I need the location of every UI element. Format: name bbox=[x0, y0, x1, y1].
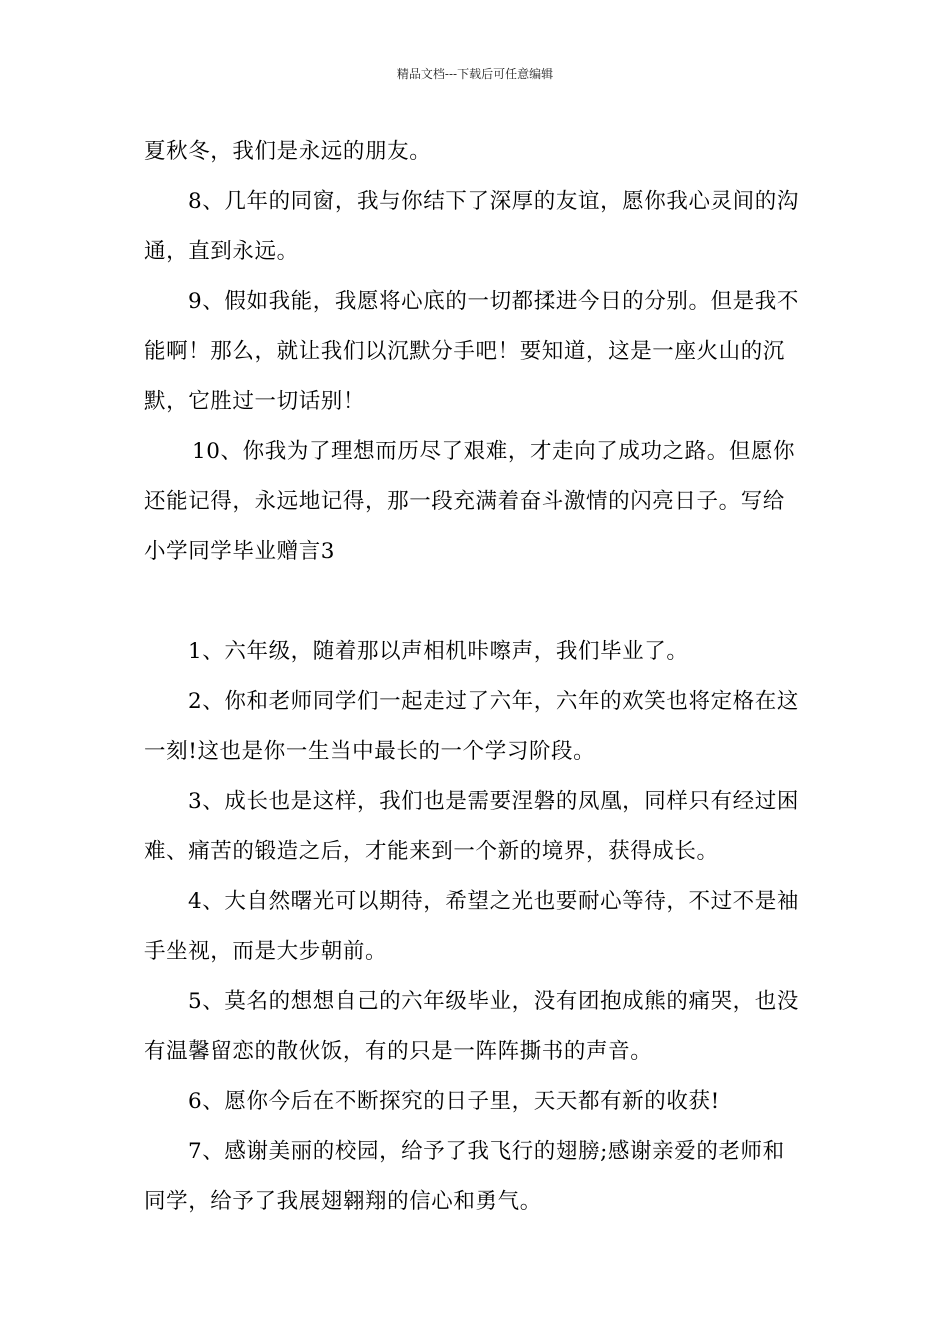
item-4-line-1: 4、大自然曙光可以期待，希望之光也要耐心等待，不过不是袖 bbox=[188, 889, 799, 914]
paragraph-9-line-1: 9、假如我能，我愿将心底的一切都揉进今日的分别。但是我不 bbox=[188, 289, 799, 314]
document-body bbox=[144, 127, 810, 1227]
paragraph-9-line-2: 能啊！那么，就让我们以沉默分手吧！要知道，这是一座火山的沉 bbox=[144, 339, 785, 364]
paragraph-10-line-2: 还能记得，永远地记得，那一段充满着奋斗激情的闪亮日子。写给 bbox=[144, 489, 785, 514]
paragraph-10-line-1: 10、你我为了理想而历尽了艰难，才走向了成功之路。但愿你 bbox=[192, 439, 796, 464]
paragraph-8-line-2: 通，直到永远。 bbox=[144, 239, 299, 264]
page-header: 精品文档---下载后可任意编辑 bbox=[396, 67, 554, 81]
item-7-line-2: 同学，给予了我展翅翱翔的信心和勇气。 bbox=[144, 1189, 542, 1214]
item-5-line-2: 有温馨留恋的散伙饭，有的只是一阵阵撕书的声音。 bbox=[144, 1039, 653, 1064]
item-4-line-2: 手坐视，而是大步朝前。 bbox=[144, 939, 388, 964]
item-3-line-1: 3、成长也是这样，我们也是需要涅磐的凤凰，同样只有经过困 bbox=[188, 789, 799, 814]
item-5-line-1: 5、莫名的想想自己的六年级毕业，没有团抱成熊的痛哭，也没 bbox=[188, 989, 799, 1014]
section-heading: 小学同学毕业赠言3 bbox=[144, 539, 336, 564]
paragraph-9-line-3: 默，它胜过一切话别！ bbox=[144, 389, 366, 414]
blank-line bbox=[144, 577, 810, 627]
item-1-line-1: 1、六年级，随着那以声相机咔嚓声，我们毕业了。 bbox=[188, 639, 689, 664]
item-7-line-1: 7、感谢美丽的校园，给予了我飞行的翅膀;感谢亲爱的老师和 bbox=[188, 1139, 785, 1164]
text-line: 夏秋冬，我们是永远的朋友。 bbox=[144, 139, 432, 164]
item-6-line-1: 6、愿你今后在不断探究的日子里，天天都有新的收获! bbox=[188, 1089, 720, 1114]
item-2-line-2: 一刻!这也是你一生当中最长的一个学习阶段。 bbox=[144, 739, 596, 764]
item-3-line-2: 难、痛苦的锻造之后，才能来到一个新的境界，获得成长。 bbox=[144, 839, 719, 864]
paragraph-8-line-1: 8、几年的同窗，我与你结下了深厚的友谊，愿你我心灵间的沟 bbox=[188, 189, 799, 214]
item-2-line-1: 2、你和老师同学们一起走过了六年，六年的欢笑也将定格在这 bbox=[188, 689, 799, 714]
